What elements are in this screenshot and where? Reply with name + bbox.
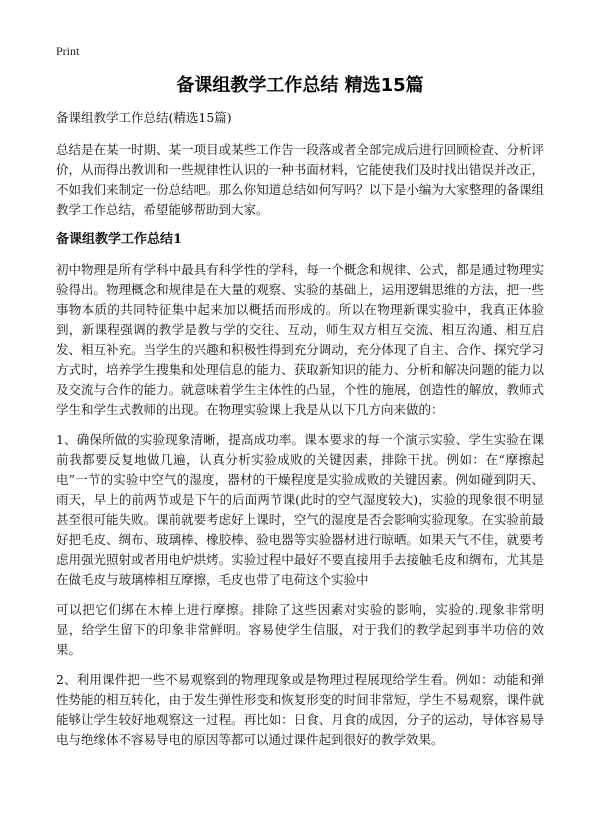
page-title: 备课组教学工作总结 精选15篇 (176, 75, 424, 96)
body-paragraph-2: 1、确保所做的实验现象清晰，提高成功率。课本要求的每一个演示实验、学生实验在课前我都要反复地做几遍，认真分析实验成败的关键因素，排除干扰。例如：在“摩擦起电”一节的实验中空气的湿度，器材的干燥程度是实验成败的关键因素。例如碰到阴天、雨天，早上的前两节或是下午的后面两节课(此时的空气湿度较大)，实验的现象很不明显甚至很可能失败。课前就要考虑好上课时，空气的湿度是否会影响实验现象。在实验前最好把毛皮、绸布、玻璃棒、橡胶棒、验电器等实验器材进行晾晒。如果天气不佳，就要考虑用强光照射或者用电炉烘烤。实验过程中最好不要直接用手去接触毛皮和绸布，尤其是在做毛皮与玻璃棒相互摩擦，毛皮也带了电荷这个实验中 (56, 432, 544, 587)
intro-paragraph: 总结是在某一时期、某一项目或某些工作告一段落或者全部完成后进行回顾检查、分析评价，从而得出教训和一些规律性认识的一种书面材料，它能使我们及时找出错误并改正，不如我们来制定一份总结吧。那么你知道总结如何写吗？以下是小编为大家整理的备课组教学工作总结，希望能够帮助到大家。 (56, 142, 544, 217)
body-paragraph-1: 初中物理是所有学科中最具有科学性的学科，每一个概念和规律、公式，都是通过物理实验得出。物理概念和规律是在大量的观察、实验的基础上，运用逻辑思维的方法，把一些事物本质的共同特征集中起来加以概括而形成的。所以在物理新课实验中，我真正体验到，新课程强调的教学是教与学的交往、互动，师生双方相互交流、相互沟通、相互启发、相互补充。当学生的兴趣和积极性得到充分调动，充分体现了自主、合作、探究学习方式时，培养学生搜集和处理信息的能力、获取新知识的能力、分析和解决问题的能力以及交流与合作的能力。就意味着学生主体性的凸显，个性的施展，创造性的解放，教师式学生和学生式教师的出现。在物理实验课上我是从以下几方向来做的： (56, 262, 544, 417)
section-heading: 备课组教学工作总结1 (56, 232, 183, 247)
body-paragraph-4: 2、利用课件把一些不易观察到的物理现象或是物理过程展现给学生看。例如：动能和弹性势能的相互转化，由于发生弹性形变和恢复形变的时间非常短，学生不易观察，课件就能够让学生较好地观察这一过程。再比如：日食、月食的成因，分子的运动，导体容易导电与绝缘体不容易导电的原因等都可以通过课件起到很好的教学效果。 (56, 672, 544, 747)
body-paragraph-3: 可以把它们绑在木棒上进行摩擦。排除了这些因素对实验的影响，实验的.现象非常明显，给学生留下的印象非常鲜明。容易使学生信服，对于我们的教学起到事半功倍的效果。 (56, 602, 544, 657)
document-subtitle: 备课组教学工作总结(精选15篇) (56, 110, 232, 125)
print-link[interactable]: Print (56, 44, 80, 58)
